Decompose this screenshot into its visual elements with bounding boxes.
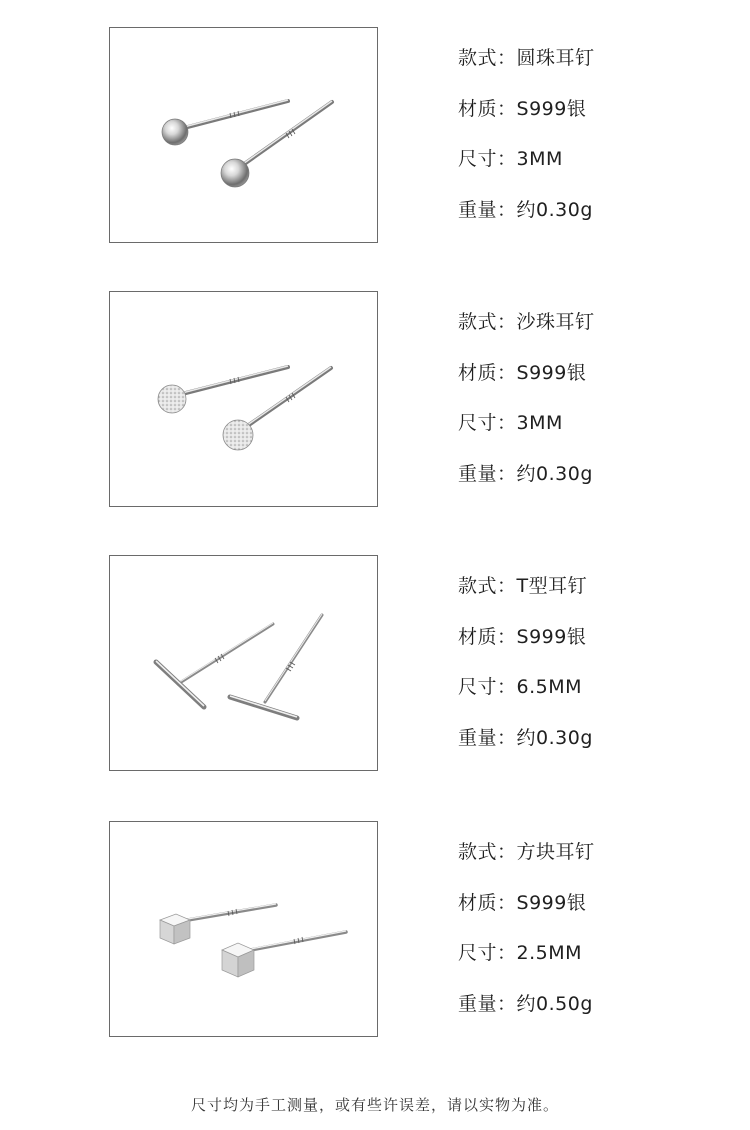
round-ball-stud-earrings-icon bbox=[110, 28, 377, 242]
spec-list bbox=[458, 555, 728, 771]
spec-weight: 重量：约0.30g bbox=[458, 726, 593, 749]
product-card-t-bar bbox=[0, 555, 750, 775]
spec-list bbox=[458, 821, 728, 1037]
measurement-disclaimer: 尺寸均为手工测量，或有些许误差，请以实物为准。 bbox=[190, 1096, 559, 1114]
spec-style: 款式：方块耳钉 bbox=[458, 841, 595, 863]
product-card-frosted-ball bbox=[0, 291, 750, 511]
product-image-frame bbox=[109, 291, 378, 507]
spec-material: 材质：S999银 bbox=[458, 361, 587, 384]
spec-size: 尺寸：6.5MM bbox=[458, 676, 583, 698]
spec-size: 尺寸：3MM bbox=[458, 148, 563, 170]
spec-list bbox=[458, 291, 728, 507]
spec-material: 材质：S999银 bbox=[458, 97, 587, 120]
spec-style: 款式：沙珠耳钉 bbox=[458, 311, 595, 333]
spec-weight: 重量：约0.30g bbox=[458, 462, 593, 485]
product-card-cube bbox=[0, 821, 750, 1041]
product-image-frame bbox=[109, 555, 378, 771]
frosted-ball-stud-earrings-icon bbox=[110, 292, 377, 506]
product-image-frame bbox=[109, 821, 378, 1037]
spec-style: 款式：圆珠耳钉 bbox=[458, 47, 595, 69]
spec-size: 尺寸：2.5MM bbox=[458, 942, 583, 964]
t-bar-stud-earrings-icon bbox=[110, 556, 377, 770]
spec-weight: 重量：约0.50g bbox=[458, 992, 593, 1015]
product-card-round-ball bbox=[0, 27, 750, 247]
spec-list bbox=[458, 27, 728, 243]
spec-style: 款式：T型耳钉 bbox=[458, 575, 588, 597]
cube-stud-earrings-icon bbox=[110, 822, 377, 1036]
spec-weight: 重量：约0.30g bbox=[458, 198, 593, 221]
product-image-frame bbox=[109, 27, 378, 243]
spec-material: 材质：S999银 bbox=[458, 891, 587, 914]
spec-material: 材质：S999银 bbox=[458, 625, 587, 648]
spec-size: 尺寸：3MM bbox=[458, 412, 563, 434]
